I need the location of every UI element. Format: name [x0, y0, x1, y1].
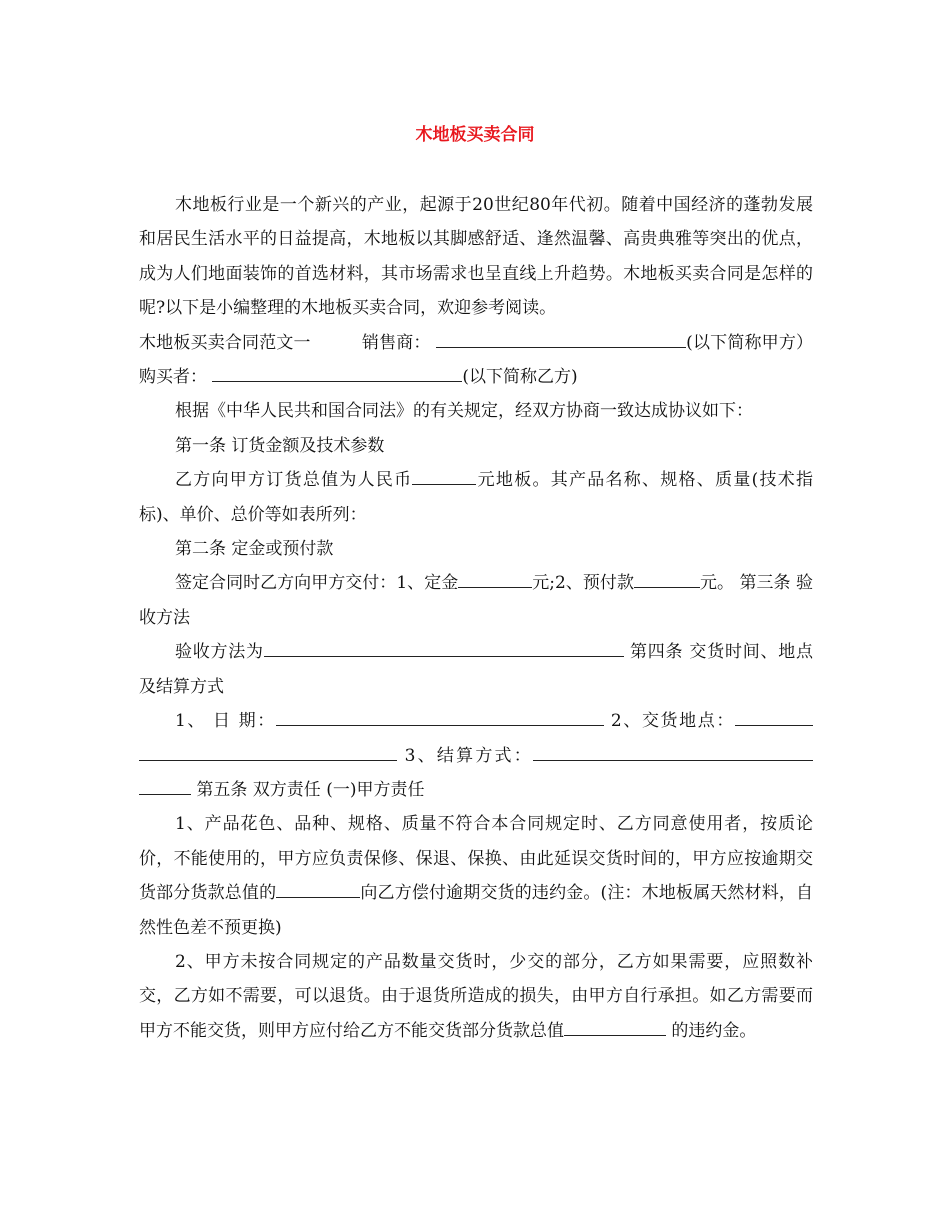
delivery-date-label: 1、 日 期：	[175, 711, 276, 732]
settlement-blank-2	[139, 780, 191, 795]
seller-label: 销售商：	[361, 332, 431, 353]
article-2-text	[139, 566, 813, 635]
inspection-method-blank	[264, 642, 624, 657]
delivery-date-blank	[276, 711, 604, 726]
article-2-text-start: 签定合同时乙方向甲方交付：1、定金	[175, 573, 459, 594]
seller-duty-2-text-start: 2、甲方未按合同规定的产品数量交货时，少交的部分，乙方如果需要，应照数补交，乙方如不需要，可以退货。由于退货所造成的损失，由甲方自行承担。如乙方需要而甲方不能交货，则甲方应付给乙方不能交货部分货款总值	[139, 951, 813, 1041]
seller-duty-1	[139, 807, 813, 945]
buyer-blank	[212, 367, 462, 382]
intro-paragraph: 木地板行业是一个新兴的产业，起源于20世纪80年代初。随着中国经济的蓬勃发展和居民生活水平的日益提高，木地板以其脚感舒适、逢然温馨、高贵典雅等突出的优点，成为人们地面装饰的首选材料，其市场需求也呈直线上升趋势。木地板买卖合同是怎样的呢?以下是小编整理的木地板买卖合同，欢迎参考阅读。	[139, 195, 813, 319]
article-2-title: 第二条 定金或预付款	[175, 539, 334, 560]
seller-duty-2-text-end: 的违约金。	[671, 1020, 757, 1041]
document-body	[139, 188, 813, 1048]
order-amount-blank	[412, 470, 476, 485]
buyer-suffix: (以下简称乙方)	[462, 367, 578, 388]
delivery-place-blank-2	[139, 746, 397, 761]
settlement-blank-1	[533, 746, 813, 761]
late-delivery-rate-blank	[276, 883, 360, 898]
article-1-text-end: 元地板。其产品名称、规格、质量(技术指标)、单价、总价等如表所列：	[139, 470, 814, 525]
contract-basis: 根据《中华人民共和国合同法》的有关规定，经双方协商一致达成协议如下：	[175, 401, 753, 422]
prepayment-blank	[634, 573, 700, 588]
seller-suffix: (以下简称甲方）购买者：	[139, 332, 814, 388]
sample-heading: 木地板买卖合同范文一	[139, 332, 311, 353]
seller-duty-1-text-end: 向乙方偿付逾期交货的违约金。(注：木地板属天然材料，自然性色差不预更换)	[139, 883, 813, 938]
article-3-text	[139, 635, 813, 704]
article-2-text-middle: 元;2、预付款	[532, 573, 634, 594]
seller-duty-2	[139, 945, 813, 1048]
settlement-label: 3、结算方式：	[397, 745, 533, 766]
article-2-text-end: 元。 第三条 验收方法	[139, 573, 813, 628]
inspection-method-label: 验收方法为	[175, 642, 264, 663]
article-1-title: 第一条 订货金额及技术参数	[175, 435, 385, 456]
article-1-text-start: 乙方向甲方订货总值为人民币	[175, 470, 413, 491]
seller-duty-1-text-start: 1、产品花色、品种、规格、质量不符合本合同规定时、乙方同意使用者，按质论价，不能使用的，甲方应负责保修、保退、保换、由此延误交货时间的，甲方应按逾期交货部分货款总值的	[139, 814, 813, 904]
delivery-place-blank-1	[735, 711, 813, 726]
delivery-terms	[139, 704, 813, 807]
article-5-title: 第五条 双方责任 (一)甲方责任	[191, 779, 425, 800]
document-title: 木地板买卖合同	[415, 125, 535, 145]
article-1-text	[139, 463, 813, 532]
seller-blank	[436, 333, 686, 348]
article-4-title: 第四条 交货时间、地点及结算方式	[139, 642, 813, 697]
nondelivery-penalty-blank	[564, 1021, 666, 1036]
seller-buyer-paragraph	[139, 326, 813, 395]
deposit-blank	[458, 573, 532, 588]
delivery-place-label: 2、交货地点：	[603, 711, 735, 732]
